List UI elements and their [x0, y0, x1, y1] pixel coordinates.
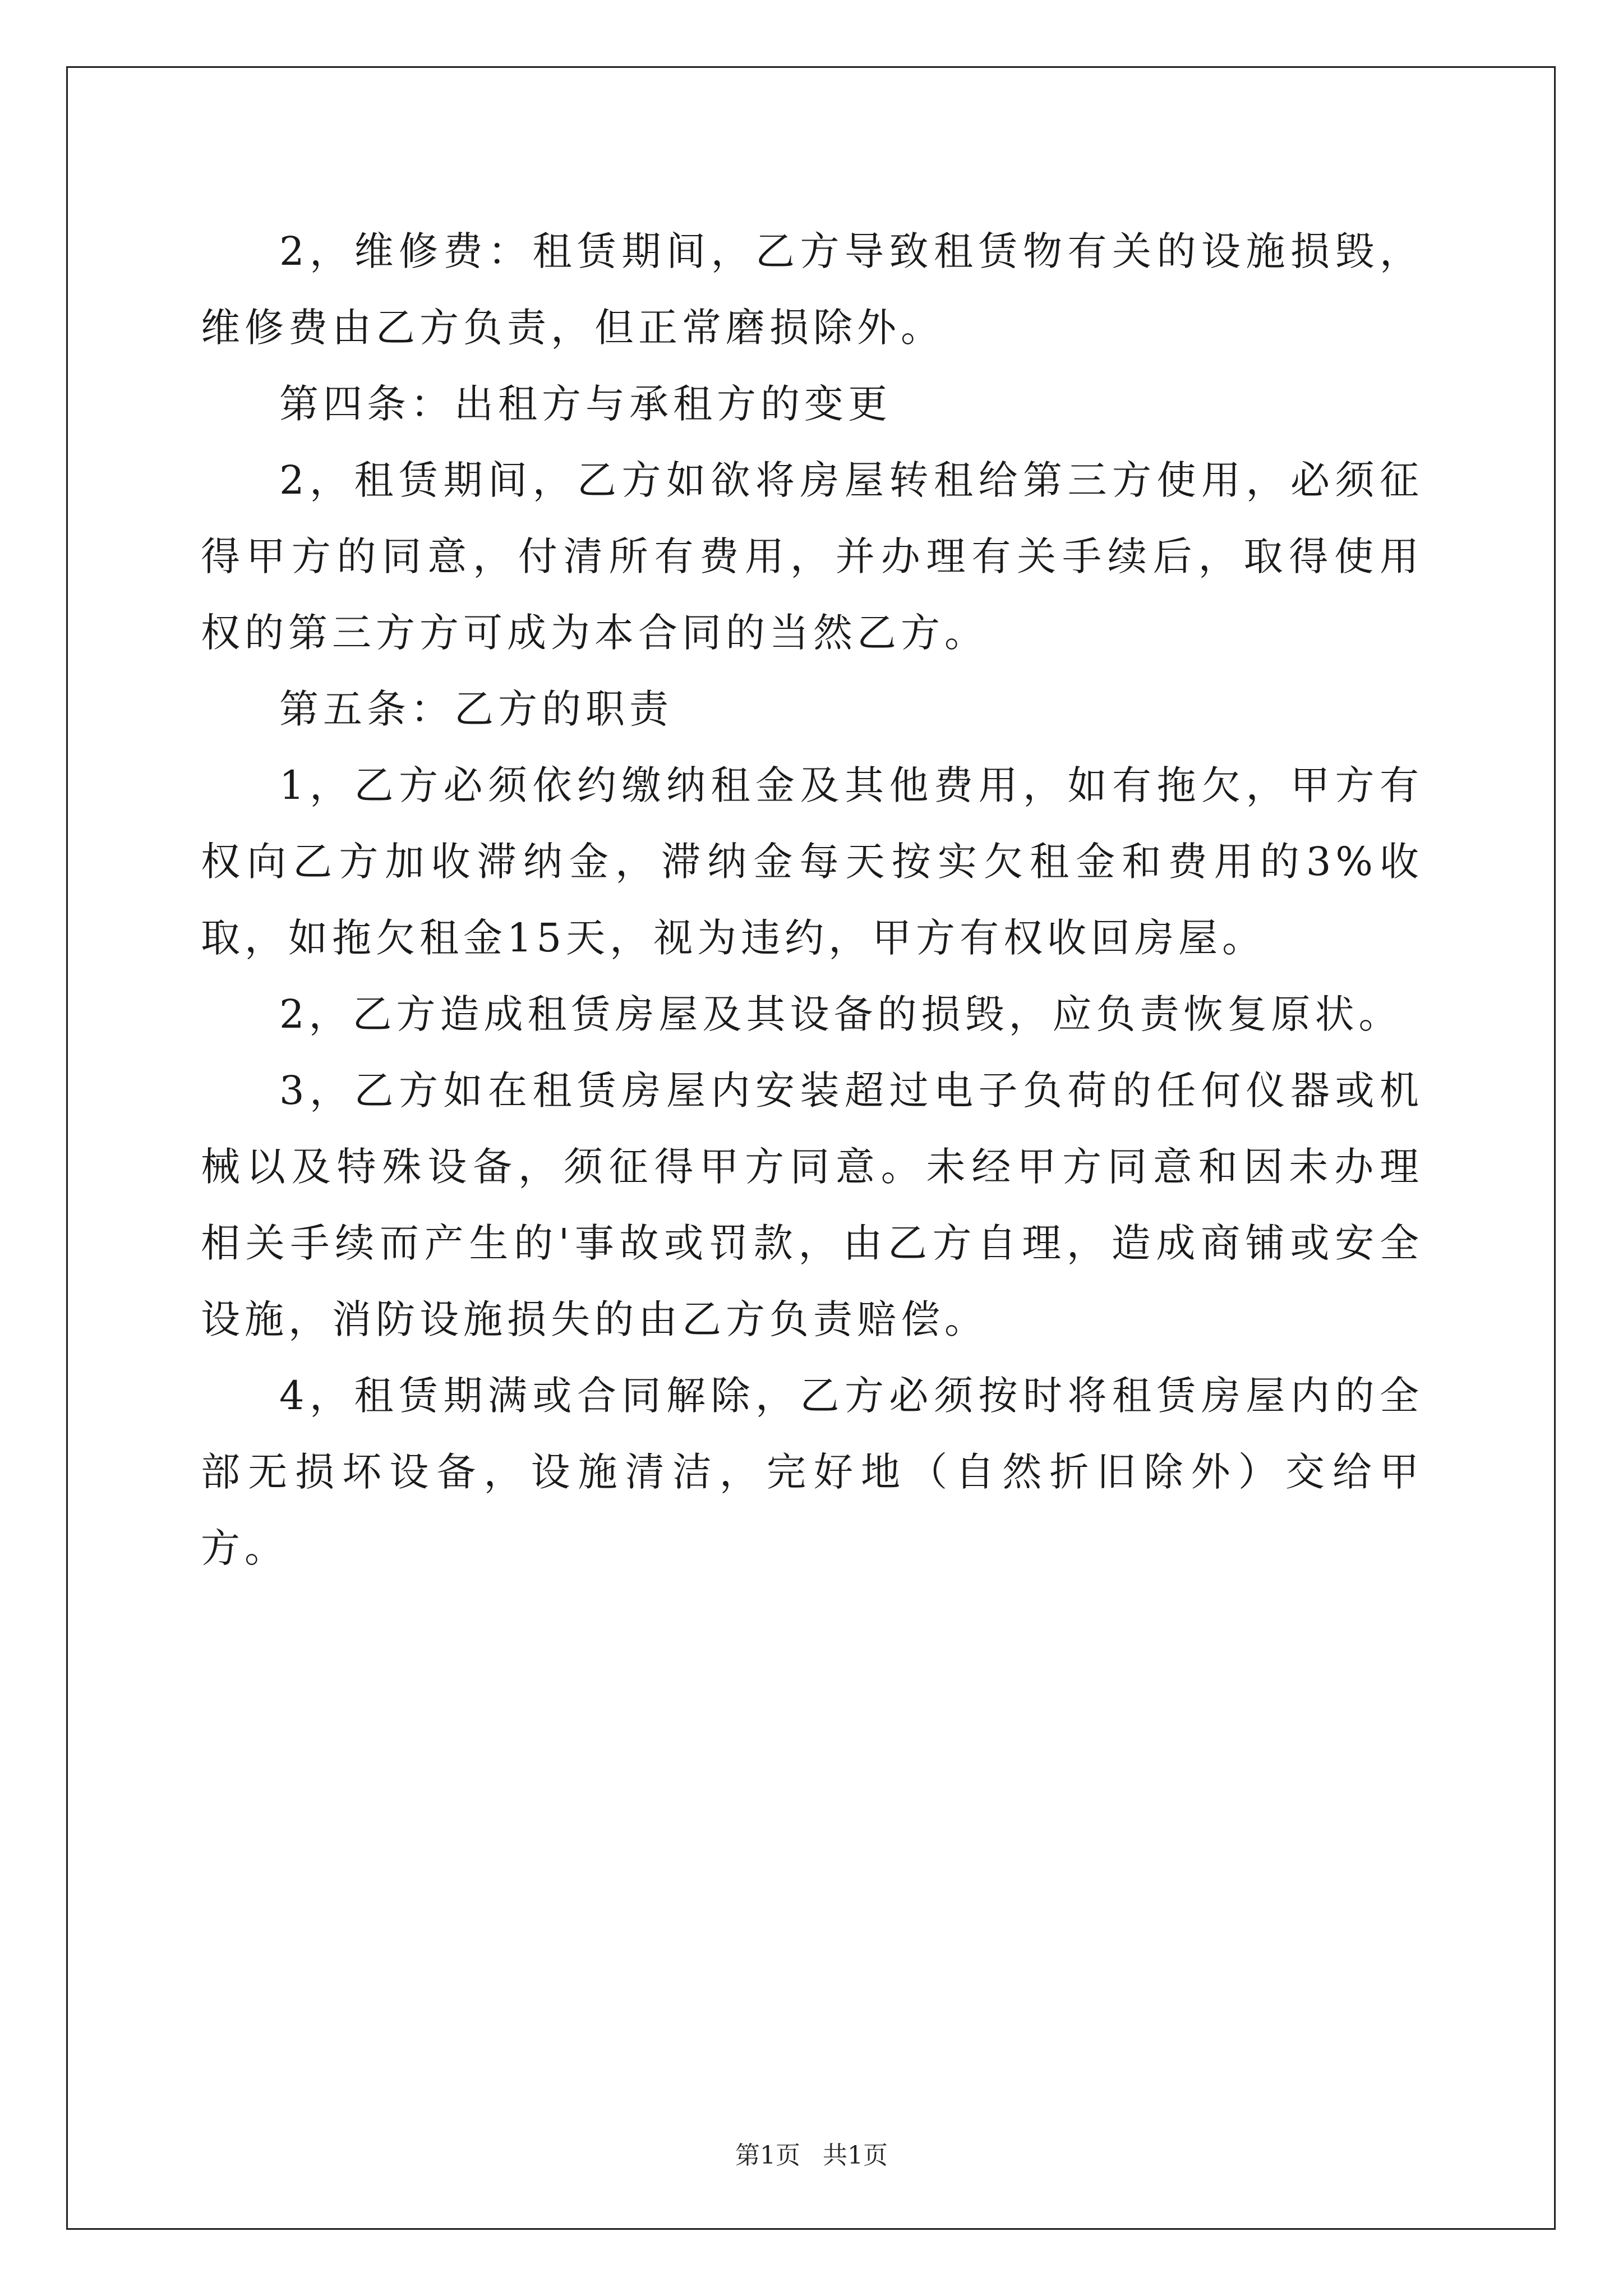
page-number: 第1页 [735, 2141, 800, 2170]
paragraph-repair-fee: 2，维修费：租赁期间，乙方导致租赁物有关的设施损毁，维修费由乙方负责，但正常磨损除外。 [201, 228, 1423, 351]
document-body [201, 213, 1423, 1586]
paragraph-return-property: 4，租赁期满或合同解除，乙方必须按时将租赁房屋内的全部无损坏设备，设施清洁，完好地（自然折旧除外）交给甲方。 [201, 1373, 1423, 1571]
page-total: 共1页 [823, 2141, 888, 2170]
paragraph-sublease: 2，租赁期间，乙方如欲将房屋转租给第三方使用，必须征得甲方的同意，付清所有费用，并办理有关手续后，取得使用权的第三方方可成为本合同的当然乙方。 [201, 457, 1423, 656]
heading-article-4: 第四条：出租方与承租方的变更 [279, 381, 892, 427]
paragraph-rent-payment: 1，乙方必须依约缴纳租金及其他费用，如有拖欠，甲方有权向乙方加收滞纳金，滞纳金每天按实欠租金和费用的3%收取，如拖欠租金15天，视为违约，甲方有权收回房屋。 [201, 762, 1423, 961]
paragraph-equipment: 3，乙方如在租赁房屋内安装超过电子负荷的任何仪器或机械以及特殊设备，须征得甲方同意。未经甲方同意和因未办理相关手续而产生的'事故或罚款，由乙方自理，造成商铺或安全设施，消防设施损失的由乙方负责赔偿。 [201, 1068, 1423, 1342]
paragraph-damage: 2，乙方造成租赁房屋及其设备的损毁，应负责恢复原状。 [279, 991, 1403, 1037]
heading-article-5: 第五条：乙方的职责 [279, 686, 673, 732]
page-footer [0, 2135, 1623, 2171]
